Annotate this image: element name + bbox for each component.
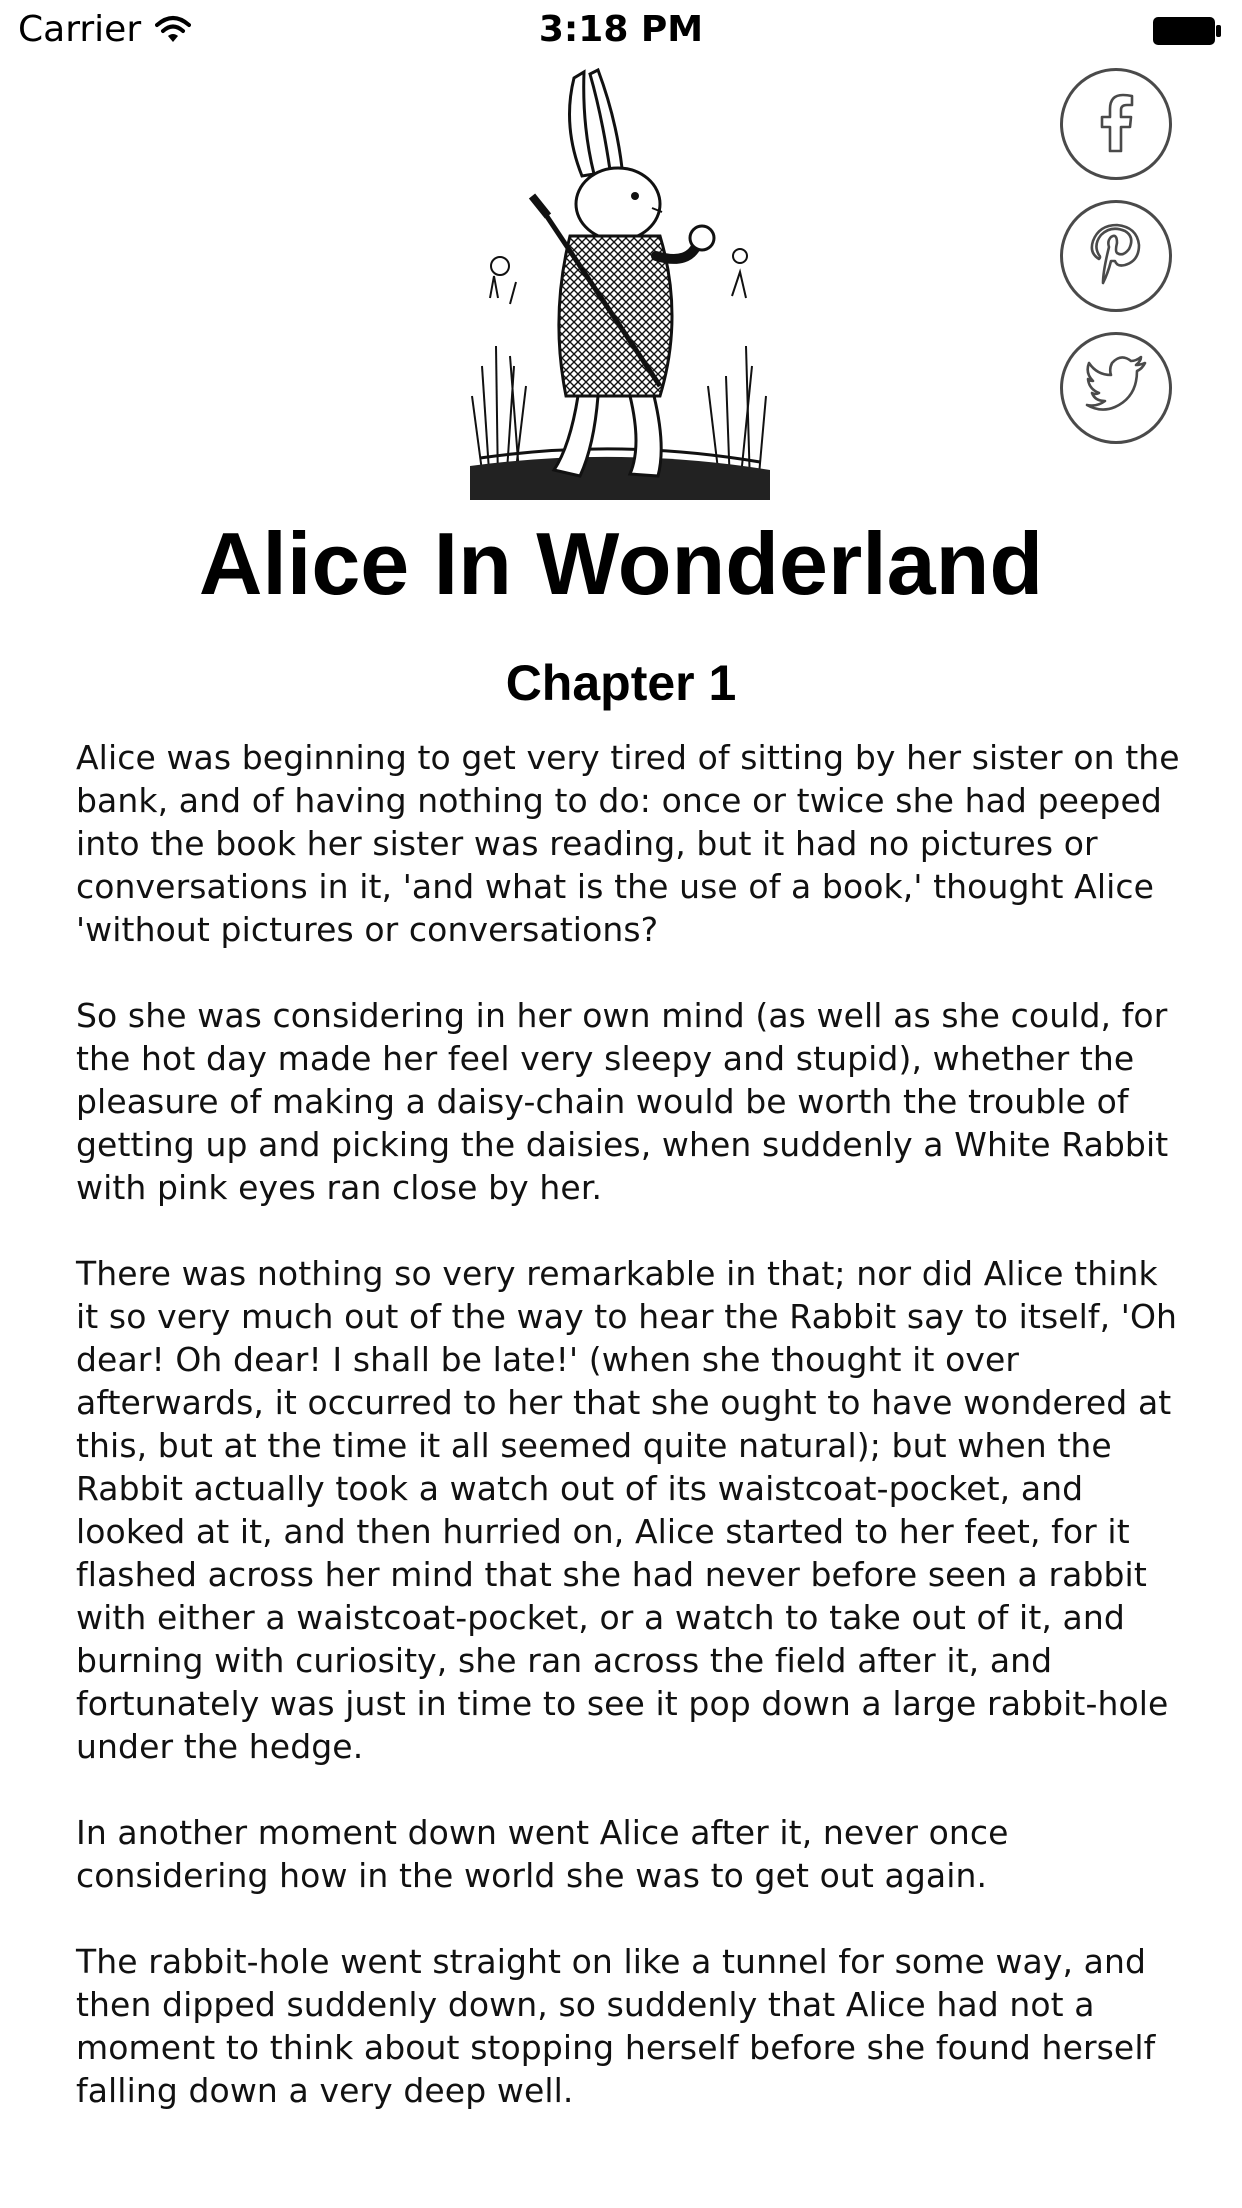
pinterest-icon (1081, 221, 1151, 291)
status-time: 3:18 PM (538, 9, 704, 50)
status-bar (0, 0, 1242, 62)
facebook-share-button[interactable] (1060, 68, 1172, 180)
twitter-icon (1081, 353, 1151, 423)
twitter-share-button[interactable] (1060, 332, 1172, 444)
paragraph-1: Alice was beginning to get very tired of sitting by her sister on the bank, and of having nothing to do: once or twice she had peeped into the book her sister was reading, but it had no pictures or conversations in it, 'and what is the use of a book,' thought Alice 'without pictures or conversations? (76, 738, 1180, 949)
facebook-icon (1081, 89, 1151, 159)
chapter-heading: Chapter 1 (505, 655, 737, 711)
battery-icon (1152, 16, 1222, 46)
carrier-label: Carrier (18, 9, 142, 50)
share-buttons (1060, 68, 1176, 464)
chapter-text (76, 736, 1186, 2155)
paragraph-2: So she was considering in her own mind (as well as she could, for the hot day made her feel very sleepy and stupid), whether the pleasure of making a daisy-chain would be worth the trouble of getting up and picking the daisies, when suddenly a White Rabbit with pink eyes ran close by her. (76, 996, 1169, 1207)
paragraph-4: In another moment down went Alice after it, never once considering how in the world she was to get out again. (76, 1813, 1009, 1895)
white-rabbit-illustration (470, 66, 770, 500)
pinterest-share-button[interactable] (1060, 200, 1172, 312)
paragraph-3: There was nothing so very remarkable in that; nor did Alice think it so very much out of the way to hear the Rabbit say to itself, 'Oh dear! Oh dear! I shall be late!' (when she thought it over afterwards, it occurred to her that she ought to have wondered at this, but at the time it all seemed quite natural); but when the Rabbit actually took a watch out of its waistcoat-pocket, and looked at it, and then hurried on, Alice started to her feet, for it flashed across her mind that she had never before seen a rabbit with either a waistcoat-pocket, or a watch to take out of it, and burning with curiosity, she ran across the field after it, and fortunately was just in time to see it pop down a large rabbit-hole under the hedge. (76, 1254, 1178, 1766)
book-title: Alice In Wonderland (198, 514, 1044, 613)
paragraph-5: The rabbit-hole went straight on like a tunnel for some way, and then dipped suddenly down, so suddenly that Alice had not a moment to think about stopping herself before she found herself falling down a very deep well. (76, 1942, 1156, 2110)
